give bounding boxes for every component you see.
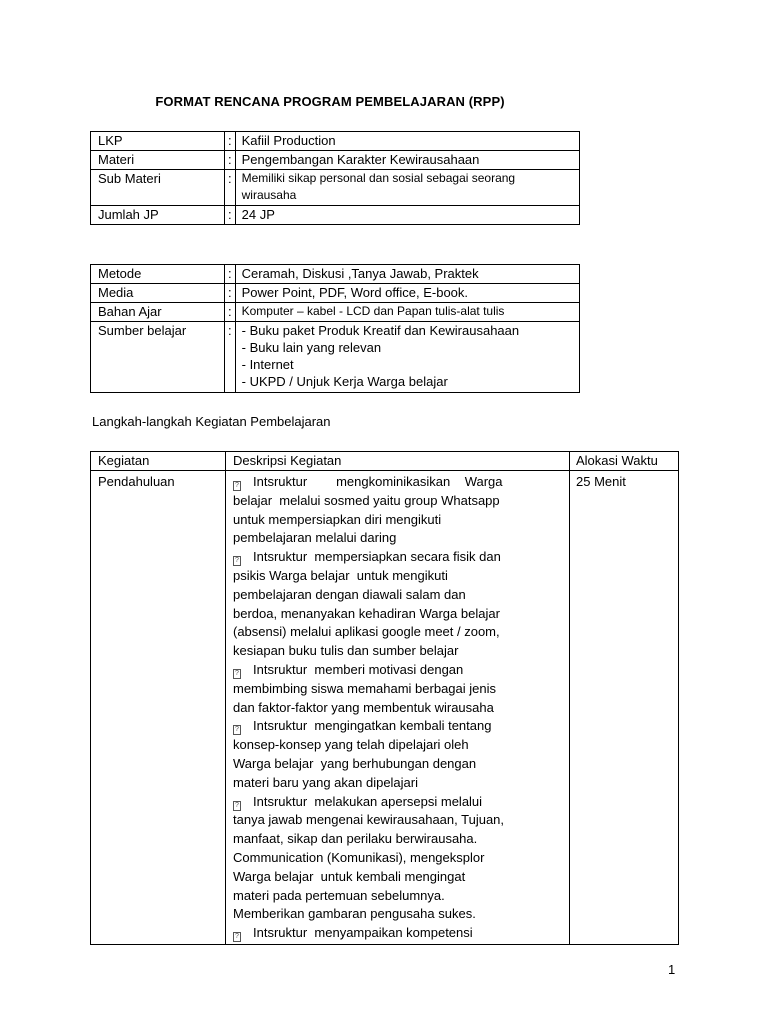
identity-colon: :: [225, 170, 236, 206]
description-line: [233, 605, 563, 624]
description-line: [233, 736, 563, 755]
description-text: Intsruktur mengingatkan kembali tentang: [253, 718, 492, 734]
steps-heading: Langkah-langkah Kegiatan Pembelajaran: [92, 414, 331, 429]
identity-value: 24 JP: [235, 206, 579, 225]
column-header-kegiatan: Kegiatan: [91, 452, 226, 471]
activity-time: 25 Menit: [570, 471, 679, 945]
bullet-glyph-icon: ?: [233, 801, 241, 811]
identity-colon: :: [225, 132, 236, 151]
method-colon: :: [225, 265, 236, 284]
description-line: [233, 567, 563, 586]
method-colon: :: [225, 322, 236, 393]
identity-row-materi: [91, 151, 580, 170]
description-text: pembelajaran dengan diawali salam dan: [233, 586, 466, 602]
description-line: [233, 849, 563, 868]
identity-value: [235, 170, 579, 206]
method-colon: :: [225, 284, 236, 303]
description-text: manfaat, sikap dan perilaku berwirausaha.: [233, 831, 478, 847]
description-line: [233, 793, 563, 812]
method-value: Ceramah, Diskusi ,Tanya Jawab, Praktek: [235, 265, 579, 284]
description-text: Intsruktur mengkominikasikan Warga: [253, 474, 503, 489]
description-line: [233, 905, 563, 924]
identity-label: Jumlah JP: [91, 206, 225, 225]
method-colon: :: [225, 303, 236, 322]
bullet-glyph-icon: ?: [233, 556, 241, 566]
description-text: Intsruktur melakukan apersepsi melalui: [253, 793, 483, 809]
identity-table: [90, 131, 580, 225]
bullet-glyph-icon: ?: [233, 725, 241, 735]
description-text: Intsruktur mempersiapkan secara fisik dan: [253, 549, 501, 565]
activity-row: [91, 471, 679, 945]
description-text: belajar melalui sosmed yaitu group Whatsapp: [233, 492, 500, 508]
description-line: [233, 661, 563, 680]
description-text: Memberikan gambaran pengusaha sukes.: [233, 906, 476, 922]
method-label: Metode: [91, 265, 225, 284]
description-line: [233, 811, 563, 830]
identity-value: Pengembangan Karakter Kewirausahaan: [235, 151, 579, 170]
description-text: konsep-konsep yang telah dipelajari oleh: [233, 737, 469, 753]
description-line: [233, 924, 563, 943]
identity-row-lkp: [91, 132, 580, 151]
sumber-line: - Buku paket Produk Kreatif dan Kewirausahaan: [241, 323, 520, 338]
description-line: [233, 586, 563, 605]
method-row-metode: [91, 265, 580, 284]
activity-name: Pendahuluan: [91, 471, 226, 945]
sumber-line: - UKPD / Unjuk Kerja Warga belajar: [241, 374, 448, 389]
description-text: membimbing siswa memahami berbagai jenis: [233, 680, 496, 696]
method-value: Power Point, PDF, Word office, E-book.: [235, 284, 579, 303]
description-line: [233, 529, 563, 548]
activity-table: [90, 451, 679, 945]
method-label: Bahan Ajar: [91, 303, 225, 322]
description-text: berdoa, menanyakan kehadiran Warga belajar: [233, 605, 500, 621]
method-value: [235, 322, 579, 393]
sub-materi-line: Memiliki sikap personal dan sosial sebagai seorang: [241, 171, 516, 185]
identity-label: Materi: [91, 151, 225, 170]
activity-description: [226, 471, 570, 945]
description-line: [233, 511, 563, 530]
description-text: kesiapan buku tulis dan sumber belajar: [233, 643, 459, 659]
identity-row-sub-materi: [91, 170, 580, 206]
description-text: Intsruktur menyampaikan kompetensi: [253, 925, 473, 941]
description-line: [233, 717, 563, 736]
description-line: [233, 830, 563, 849]
sumber-line: - Internet: [241, 357, 294, 372]
bullet-glyph-icon: ?: [233, 932, 241, 942]
description-text: tanya jawab mengenai kewirausahaan, Tujuan,: [233, 812, 505, 828]
method-label: Media: [91, 284, 225, 303]
bullet-glyph-icon: ?: [233, 481, 241, 491]
description-text: untuk mempersiapkan diri mengikuti: [233, 511, 442, 527]
description-text: Warga belajar untuk kembali mengingat: [233, 868, 466, 884]
sumber-line: - Buku lain yang relevan: [241, 340, 382, 355]
description-line: [233, 774, 563, 793]
description-line: [233, 623, 563, 642]
description-line: [233, 473, 563, 492]
description-text: (absensi) melalui aplikasi google meet / zoom,: [233, 624, 500, 640]
description-line: [233, 642, 563, 661]
description-line: [233, 548, 563, 567]
description-line: [233, 868, 563, 887]
description-text: Warga belajar yang berhubungan dengan: [233, 755, 477, 771]
method-row-bahan-ajar: [91, 303, 580, 322]
identity-colon: :: [225, 151, 236, 170]
description-text: psikis Warga belajar untuk mengikuti: [233, 567, 448, 583]
method-row-sumber-belajar: [91, 322, 580, 393]
description-line: [233, 887, 563, 906]
description-text: materi pada pertemuan sebelumnya.: [233, 887, 445, 903]
description-text: materi baru yang akan dipelajari: [233, 774, 418, 790]
page-number: 1: [668, 962, 676, 977]
description-line: [233, 755, 563, 774]
identity-label: LKP: [91, 132, 225, 151]
column-header-deskripsi: Deskripsi Kegiatan: [226, 452, 570, 471]
description-line: [233, 680, 563, 699]
method-row-media: [91, 284, 580, 303]
sub-materi-line: wirausaha: [241, 188, 297, 202]
column-header-alokasi: Alokasi Waktu: [570, 452, 679, 471]
activity-header-row: [91, 452, 679, 471]
page-title: FORMAT RENCANA PROGRAM PEMBELAJARAN (RPP): [155, 94, 505, 109]
identity-value: Kafiil Production: [235, 132, 579, 151]
description-line: [233, 492, 563, 511]
description-line: [233, 699, 563, 718]
method-value: Komputer – kabel - LCD dan Papan tulis-alat tulis: [235, 303, 579, 322]
identity-label: Sub Materi: [91, 170, 225, 206]
description-text: dan faktor-faktor yang membentuk wirausaha: [233, 699, 494, 715]
description-text: pembelajaran melalui daring: [233, 530, 397, 546]
description-text: Communication (Komunikasi), mengeksplor: [233, 849, 485, 865]
method-table: [90, 264, 580, 393]
bullet-glyph-icon: ?: [233, 669, 241, 679]
description-text: Intsruktur memberi motivasi dengan: [253, 661, 464, 677]
identity-colon: :: [225, 206, 236, 225]
method-label: Sumber belajar: [91, 322, 225, 393]
identity-row-jumlah-jp: [91, 206, 580, 225]
